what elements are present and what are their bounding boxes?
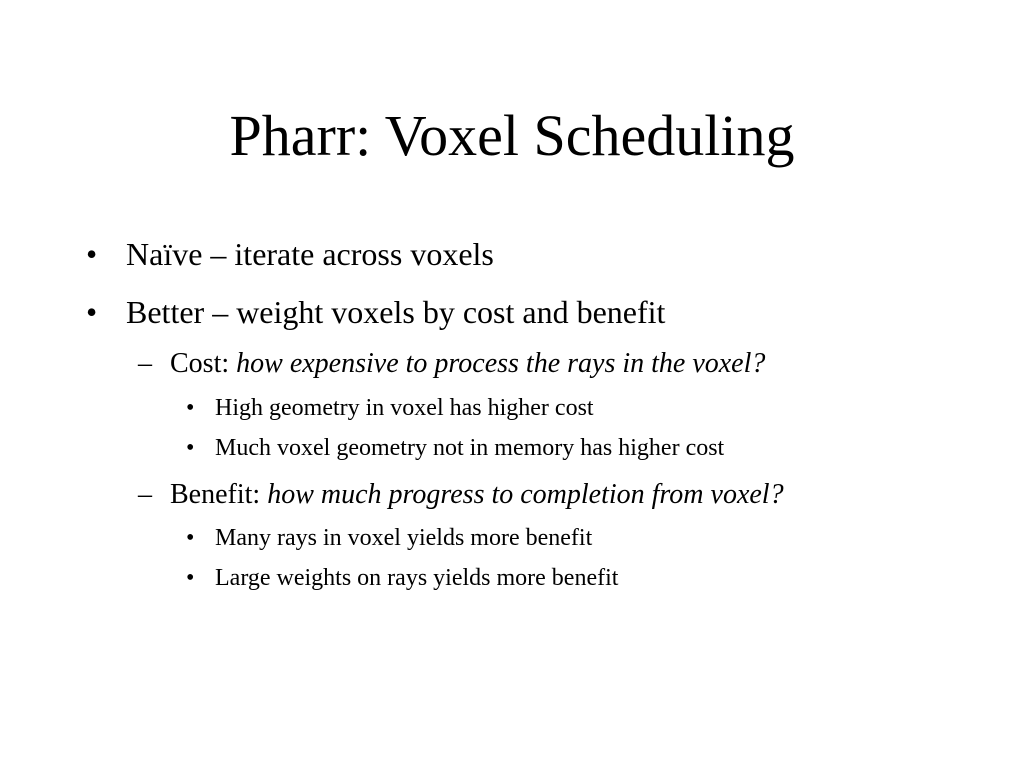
sub-bullet-cost-description: how expensive to process the rays in the voxel? [236, 348, 766, 379]
bullet-icon: • [186, 395, 195, 421]
sub-sub-bullet-many-rays: Many rays in voxel yields more benefit [215, 525, 593, 551]
dash-icon: – [138, 479, 152, 510]
sub-sub-bullet-high-geometry: High geometry in voxel has higher cost [215, 395, 594, 421]
bullet-text-better: Better – weight voxels by cost and benefit [126, 294, 666, 330]
sub-bullet-cost [170, 346, 765, 382]
bullet-icon: • [86, 236, 98, 272]
bullet-icon: • [86, 294, 98, 330]
sub-sub-bullet-geometry-memory: Much voxel geometry not in memory has higher cost [215, 435, 725, 461]
sub-bullet-cost-label: Cost: [170, 348, 237, 379]
sub-sub-bullet-large-weights: Large weights on rays yields more benefit [215, 565, 619, 591]
dash-icon: – [138, 348, 152, 379]
sub-bullet-benefit-label: Benefit: [170, 479, 268, 510]
bullet-icon: • [186, 525, 195, 551]
sub-bullet-benefit-description: how much progress to completion from voxel? [267, 479, 784, 510]
slide-title: Pharr: Voxel Scheduling [229, 103, 795, 168]
bullet-icon: • [186, 435, 195, 461]
bullet-icon: • [186, 565, 195, 591]
sub-bullet-benefit [170, 477, 784, 513]
bullet-text-naive: Naïve – iterate across voxels [126, 236, 494, 272]
